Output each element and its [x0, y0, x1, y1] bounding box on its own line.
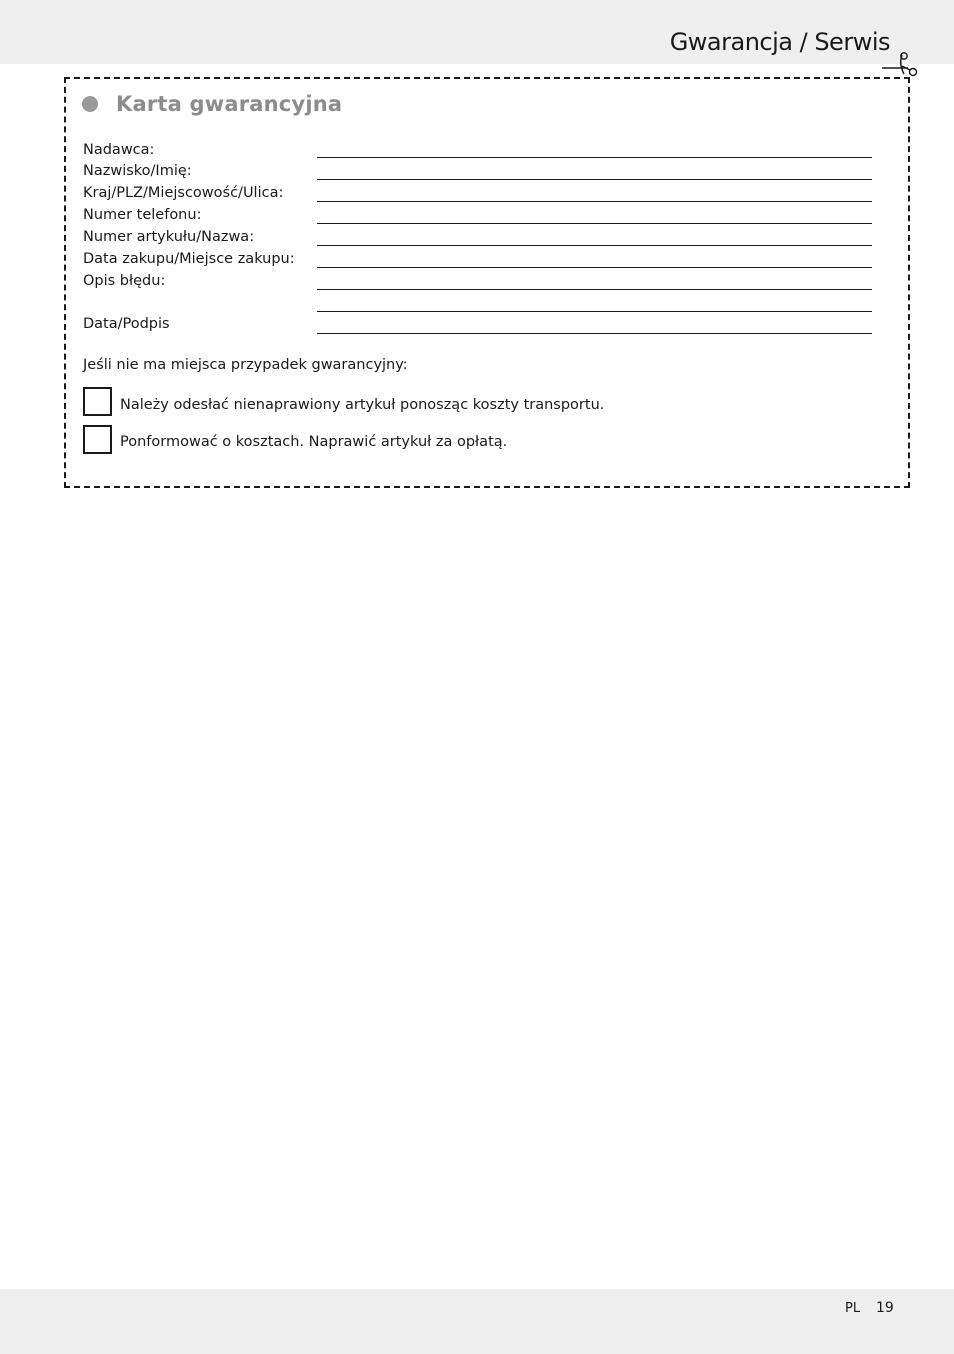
field-line-defect-2[interactable] — [317, 311, 872, 312]
field-label-address: Kraj/PLZ/Miejscowość/Ulica: — [83, 185, 284, 201]
footer-page-number: 19 — [876, 1300, 894, 1316]
footer-band — [0, 1289, 954, 1354]
scissors-icon — [880, 52, 922, 80]
warranty-card — [64, 77, 910, 488]
checkbox-return-unrepaired[interactable] — [83, 387, 112, 416]
footer-language: PL — [845, 1301, 861, 1316]
field-line-purchase[interactable] — [317, 267, 872, 268]
field-label-purchase: Data zakupu/Miejsce zakupu: — [83, 251, 295, 267]
card-heading — [82, 90, 342, 118]
field-label-name: Nazwisko/Imię: — [83, 163, 192, 179]
field-label-defect: Opis błędu: — [83, 273, 166, 289]
bullet-icon — [82, 96, 98, 112]
field-line-article[interactable] — [317, 245, 872, 246]
field-label-sender: Nadawca: — [83, 142, 155, 158]
options-intro: Jeśli nie ma miejsca przypadek gwarancyjny: — [83, 357, 408, 373]
checkbox-repair-with-fee[interactable] — [83, 425, 112, 454]
page-section-title: Gwarancja / Serwis — [669, 28, 890, 56]
option-label-repair-with-fee: Ponformować o kosztach. Naprawić artykuł za opłatą. — [120, 434, 508, 450]
field-line-name[interactable] — [317, 179, 872, 180]
card-title: Karta gwarancyjna — [116, 92, 343, 116]
field-line-sender[interactable] — [317, 157, 872, 158]
option-label-return-unrepaired: Należy odesłać nienaprawiony artykuł ponosząc koszty transportu. — [120, 397, 605, 413]
field-label-phone: Numer telefonu: — [83, 207, 202, 223]
field-label-signature: Data/Podpis — [83, 316, 170, 332]
field-line-address[interactable] — [317, 201, 872, 202]
field-label-article: Numer artykułu/Nazwa: — [83, 229, 255, 245]
field-line-defect-1[interactable] — [317, 289, 872, 290]
field-line-phone[interactable] — [317, 223, 872, 224]
field-line-signature[interactable] — [317, 333, 872, 334]
